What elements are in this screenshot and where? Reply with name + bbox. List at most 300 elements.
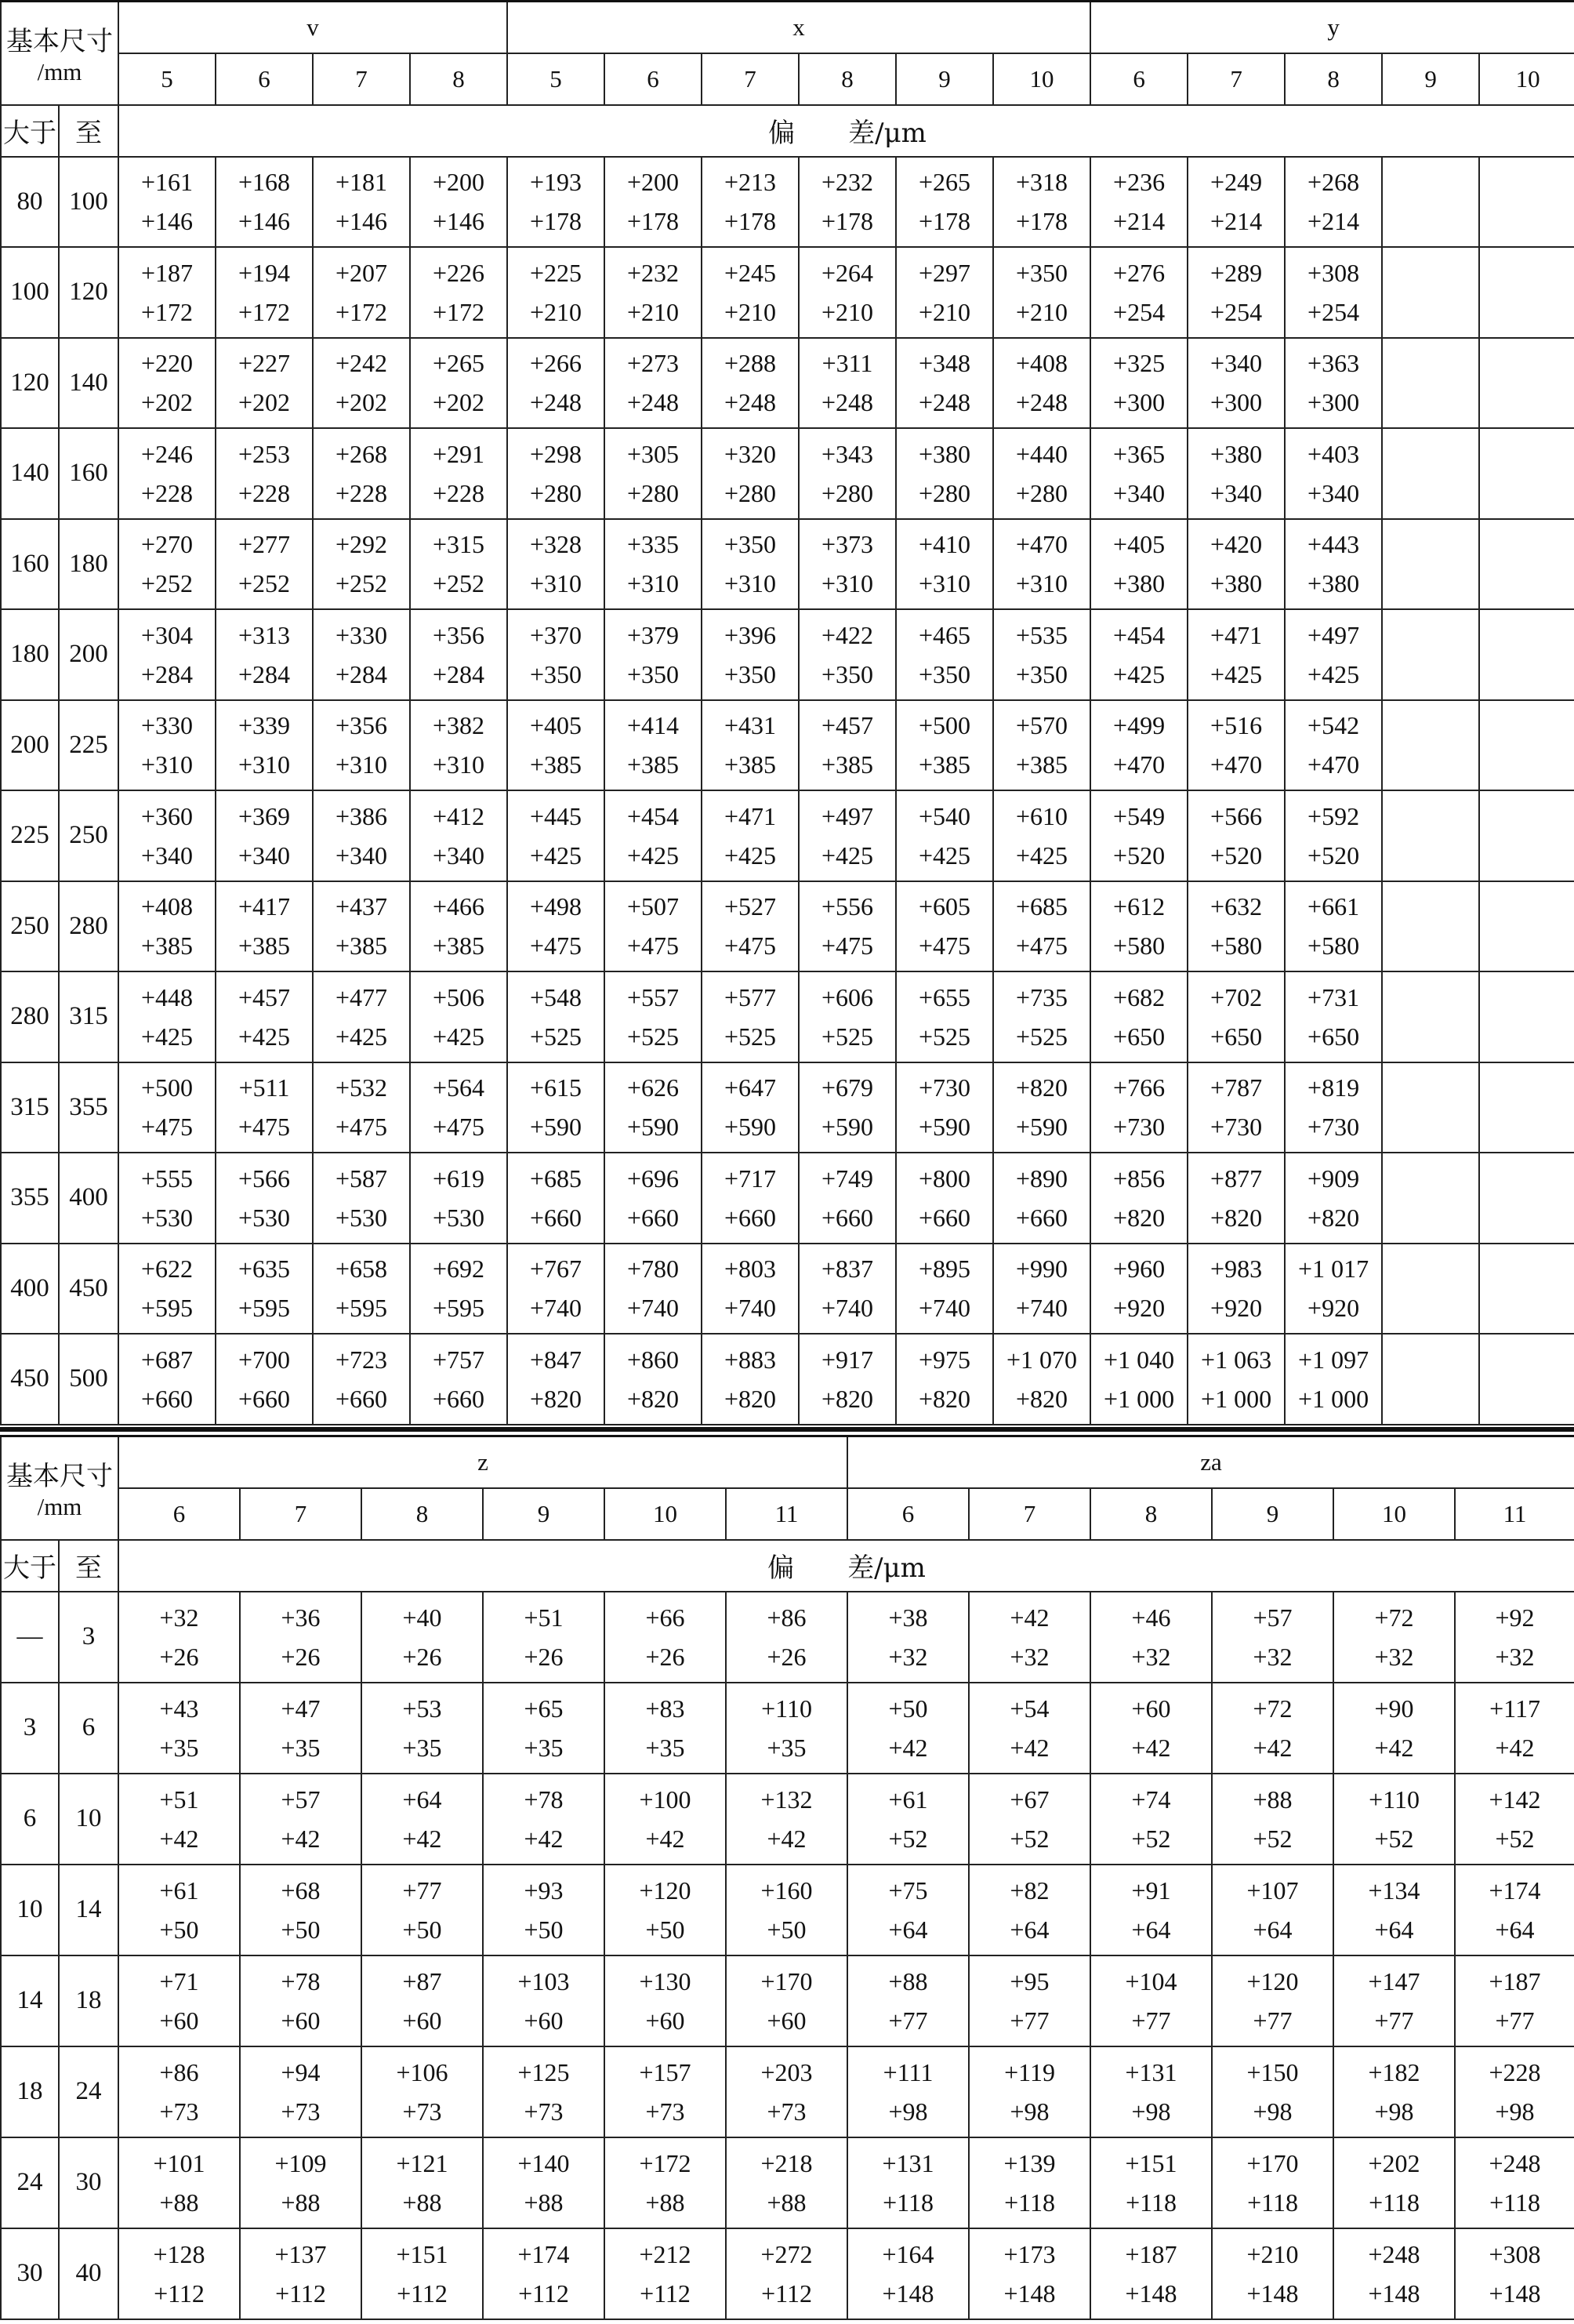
- lower-deviation: +248: [1016, 388, 1068, 417]
- upper-deviation: +54: [1010, 1694, 1050, 1723]
- deviation-cell: [410, 881, 507, 972]
- deviation-cell: [847, 1683, 969, 1774]
- upper-deviation: +498: [529, 892, 582, 921]
- deviation-cell: [896, 700, 993, 791]
- upper-deviation: +242: [335, 349, 388, 378]
- size-to-cell: 450: [59, 1244, 118, 1334]
- upper-deviation: +549: [1113, 801, 1166, 830]
- group-header-za: za: [847, 1436, 1574, 1488]
- upper-deviation: +661: [1307, 892, 1360, 921]
- deviation-cell: [604, 519, 702, 610]
- deviation-cell: [799, 971, 896, 1062]
- table-row: [1, 700, 1574, 791]
- deviation-cell: [507, 790, 604, 881]
- lower-deviation: +590: [626, 1113, 680, 1142]
- lower-deviation: +26: [402, 1642, 442, 1671]
- deviation-cell: [1479, 971, 1574, 1062]
- deviation-cell: [799, 1153, 896, 1244]
- deviation-cell: [313, 1062, 410, 1153]
- deviation-cell: [1285, 519, 1382, 610]
- deviation-header: 偏 差/μm: [118, 1540, 1574, 1592]
- lower-deviation: +310: [1016, 569, 1068, 598]
- deviation-cell: [702, 247, 799, 338]
- lower-deviation: +280: [821, 478, 874, 507]
- lower-deviation: +530: [432, 1203, 485, 1232]
- lower-deviation: +148: [882, 2279, 934, 2308]
- lower-deviation: +210: [724, 297, 777, 326]
- lower-deviation: +26: [767, 1642, 807, 1671]
- table-row: [1, 1592, 1574, 1683]
- upper-deviation: +440: [1016, 439, 1068, 468]
- lower-deviation: +740: [626, 1294, 680, 1323]
- lower-deviation: +525: [529, 1022, 582, 1051]
- upper-deviation: +142: [1489, 1785, 1541, 1814]
- upper-deviation: +315: [432, 530, 485, 559]
- deviation-cell: [1382, 428, 1479, 519]
- grade-header: 6: [847, 1488, 969, 1540]
- deviation-cell: [969, 2228, 1090, 2319]
- upper-deviation: +170: [760, 1966, 813, 1995]
- deviation-cell: [507, 1062, 604, 1153]
- upper-deviation: +556: [821, 892, 874, 921]
- lower-deviation: +340: [335, 841, 388, 870]
- size-over-cell: 80: [1, 157, 59, 248]
- deviation-cell: [1285, 1334, 1382, 1425]
- lower-deviation: +425: [432, 1022, 485, 1051]
- deviation-cell: [410, 157, 507, 248]
- upper-deviation: +723: [335, 1345, 388, 1374]
- deviation-cell: [604, 247, 702, 338]
- deviation-cell: [1479, 1062, 1574, 1153]
- lower-deviation: +475: [432, 1113, 485, 1142]
- deviation-cell: [702, 1244, 799, 1334]
- lower-deviation: +52: [1374, 1824, 1414, 1853]
- lower-deviation: +148: [1246, 2279, 1299, 2308]
- upper-deviation: +272: [760, 2239, 813, 2268]
- lower-deviation: +112: [397, 2279, 448, 2308]
- deviation-cell: [361, 2137, 483, 2228]
- upper-deviation: +93: [524, 1876, 564, 1905]
- deviation-cell: [896, 157, 993, 248]
- upper-deviation: +248: [1368, 2239, 1420, 2268]
- upper-deviation: +373: [821, 530, 874, 559]
- upper-deviation: +119: [1004, 2057, 1055, 2086]
- deviation-cell: [1212, 1774, 1333, 1865]
- lower-deviation: +310: [918, 569, 971, 598]
- lower-deviation: +310: [238, 750, 291, 779]
- upper-deviation: +109: [274, 2148, 327, 2177]
- upper-deviation: +95: [1010, 1966, 1050, 1995]
- deviation-cell: [604, 2137, 726, 2228]
- deviation-cell: [993, 700, 1090, 791]
- lower-deviation: +820: [1113, 1203, 1166, 1232]
- upper-deviation: +687: [140, 1345, 194, 1374]
- deviation-cell: [1188, 1334, 1285, 1425]
- upper-deviation: +111: [883, 2057, 934, 2086]
- upper-deviation: +147: [1368, 1966, 1420, 1995]
- upper-deviation: +420: [1210, 530, 1263, 559]
- upper-deviation: +379: [626, 620, 680, 649]
- lower-deviation: +730: [1210, 1113, 1263, 1142]
- lower-deviation: +60: [281, 2006, 321, 2035]
- deviation-cell: [896, 790, 993, 881]
- upper-deviation: +104: [1125, 1966, 1177, 1995]
- deviation-cell: [993, 1244, 1090, 1334]
- upper-deviation: +408: [1016, 349, 1068, 378]
- upper-deviation: +268: [1307, 168, 1360, 197]
- lower-deviation: +50: [281, 1915, 321, 1944]
- lower-deviation: +520: [1307, 841, 1360, 870]
- lower-deviation: +172: [238, 297, 291, 326]
- deviation-cell: [1090, 1334, 1188, 1425]
- upper-deviation: +527: [724, 892, 777, 921]
- deviation-cell: [896, 338, 993, 429]
- lower-deviation: +146: [432, 207, 485, 236]
- upper-deviation: +682: [1113, 982, 1166, 1011]
- deviation-cell: [1188, 519, 1285, 610]
- deviation-cell: [1455, 2137, 1574, 2228]
- lower-deviation: +148: [1489, 2279, 1541, 2308]
- upper-deviation: +975: [918, 1345, 971, 1374]
- deviation-cell: [1188, 428, 1285, 519]
- lower-deviation: +42: [159, 1824, 199, 1853]
- deviation-cell: [896, 428, 993, 519]
- deviation-cell: [216, 247, 313, 338]
- lower-deviation: +73: [645, 2097, 685, 2126]
- lower-deviation: +425: [1016, 841, 1068, 870]
- table-row: [1, 609, 1574, 700]
- lower-deviation: +64: [888, 1915, 928, 1944]
- upper-deviation: +277: [238, 530, 291, 559]
- lower-deviation: +98: [1253, 2097, 1293, 2126]
- deviation-cell: [1285, 1153, 1382, 1244]
- size-over-cell: 200: [1, 700, 59, 791]
- deviation-cell: [507, 971, 604, 1062]
- upper-deviation: +457: [821, 711, 874, 740]
- lower-deviation: +470: [1307, 750, 1360, 779]
- deviation-cell: [702, 157, 799, 248]
- upper-deviation: +960: [1113, 1255, 1166, 1284]
- grade-header: 10: [1479, 53, 1574, 105]
- upper-deviation: +218: [760, 2148, 813, 2177]
- deviation-cell: [1455, 1683, 1574, 1774]
- lower-deviation: +310: [529, 569, 582, 598]
- basic-size-label: 基本尺寸: [6, 1461, 113, 1493]
- upper-deviation: +356: [335, 711, 388, 740]
- upper-deviation: +500: [140, 1073, 194, 1102]
- lower-deviation: +660: [432, 1384, 485, 1413]
- deviation-cell: [507, 247, 604, 338]
- lower-deviation: +26: [524, 1642, 564, 1671]
- deviation-cell: [240, 1592, 361, 1683]
- lower-deviation: +60: [645, 2006, 685, 2035]
- lower-deviation: +1 000: [1201, 1384, 1272, 1413]
- upper-deviation: +313: [238, 620, 291, 649]
- upper-deviation: +164: [882, 2239, 934, 2268]
- upper-deviation: +847: [529, 1345, 582, 1374]
- lower-deviation: +50: [402, 1915, 442, 1944]
- size-to-cell: 14: [59, 1865, 118, 1955]
- lower-deviation: +425: [1210, 659, 1263, 688]
- size-over-cell: 14: [1, 1955, 59, 2046]
- lower-deviation: +385: [821, 750, 874, 779]
- upper-deviation: +212: [639, 2239, 691, 2268]
- upper-deviation: +120: [639, 1876, 691, 1905]
- upper-deviation: +38: [888, 1603, 928, 1632]
- upper-deviation: +330: [335, 620, 388, 649]
- upper-deviation: +437: [335, 892, 388, 921]
- upper-deviation: +685: [1016, 892, 1068, 921]
- deviation-cell: [118, 881, 216, 972]
- upper-deviation: +131: [1125, 2057, 1177, 2086]
- upper-deviation: +187: [1489, 1966, 1541, 1995]
- upper-deviation: +622: [140, 1255, 194, 1284]
- size-to-cell: 200: [59, 609, 118, 700]
- lower-deviation: +580: [1113, 931, 1166, 960]
- deviation-cell: [118, 1683, 240, 1774]
- deviation-cell: [1479, 338, 1574, 429]
- size-to-cell: 40: [59, 2228, 118, 2319]
- lower-deviation: +280: [918, 478, 971, 507]
- grade-header: 10: [993, 53, 1090, 105]
- table-body: [1, 2, 1574, 1425]
- upper-deviation: +470: [1016, 530, 1068, 559]
- upper-deviation: +226: [432, 258, 485, 287]
- deviation-cell: [118, 2137, 240, 2228]
- upper-deviation: +292: [335, 530, 388, 559]
- lower-deviation: +172: [432, 297, 485, 326]
- lower-deviation: +300: [1210, 388, 1263, 417]
- deviation-cell: [604, 609, 702, 700]
- deviation-cell: [216, 1062, 313, 1153]
- upper-deviation: +276: [1113, 258, 1166, 287]
- upper-deviation: +305: [626, 439, 680, 468]
- lower-deviation: +385: [626, 750, 680, 779]
- lower-deviation: +280: [724, 478, 777, 507]
- lower-deviation: +252: [140, 569, 194, 598]
- lower-deviation: +820: [821, 1384, 874, 1413]
- grade-header: 10: [1333, 1488, 1455, 1540]
- deviation-cell: [313, 519, 410, 610]
- deviation-cell: [1090, 1153, 1188, 1244]
- upper-deviation: +767: [529, 1255, 582, 1284]
- deviation-cell: [1479, 519, 1574, 610]
- lower-deviation: +340: [1307, 478, 1360, 507]
- deviation-cell: [240, 1955, 361, 2046]
- upper-deviation: +655: [918, 982, 971, 1011]
- lower-deviation: +740: [918, 1294, 971, 1323]
- deviation-cell: [726, 2046, 847, 2137]
- deviation-cell: [1090, 1865, 1212, 1955]
- deviation-cell: [216, 519, 313, 610]
- upper-deviation: +471: [724, 801, 777, 830]
- lower-deviation: +98: [1374, 2097, 1414, 2126]
- lower-deviation: +35: [281, 1733, 321, 1762]
- deviation-cell: [1188, 1153, 1285, 1244]
- size-to-cell: 6: [59, 1683, 118, 1774]
- deviation-cell: [1090, 2228, 1212, 2319]
- deviation-cell: [216, 338, 313, 429]
- deviation-cell: [799, 1244, 896, 1334]
- size-over-cell: 250: [1, 881, 59, 972]
- deviation-cell: [1455, 1955, 1574, 2046]
- deviation-cell: [726, 1592, 847, 1683]
- deviation-cell: [1285, 338, 1382, 429]
- deviation-cell: [1212, 1592, 1333, 1683]
- table-row: [1, 2228, 1574, 2319]
- upper-deviation: +160: [760, 1876, 813, 1905]
- lower-deviation: +590: [821, 1113, 874, 1142]
- upper-deviation: +60: [1131, 1694, 1171, 1723]
- lower-deviation: +52: [1131, 1824, 1171, 1853]
- deviation-cell: [993, 881, 1090, 972]
- deviation-cell: [216, 609, 313, 700]
- deviation-cell: [216, 1153, 313, 1244]
- lower-deviation: +340: [1113, 478, 1166, 507]
- over-header: 大于: [1, 1540, 59, 1592]
- lower-deviation: +340: [238, 841, 291, 870]
- deviation-cell: [118, 1955, 240, 2046]
- upper-deviation: +66: [645, 1603, 685, 1632]
- lower-deviation: +35: [402, 1733, 442, 1762]
- deviation-cell: [1382, 1062, 1479, 1153]
- lower-deviation: +32: [888, 1642, 928, 1671]
- deviation-cell: [604, 1683, 726, 1774]
- upper-deviation: +619: [432, 1164, 485, 1193]
- grade-header: 8: [1090, 1488, 1212, 1540]
- upper-deviation: +471: [1210, 620, 1263, 649]
- deviation-cell: [240, 2046, 361, 2137]
- upper-deviation: +405: [529, 711, 582, 740]
- deviation-cell: [216, 790, 313, 881]
- deviation-cell: [1285, 700, 1382, 791]
- deviation-cell: [993, 338, 1090, 429]
- upper-deviation: +780: [626, 1255, 680, 1284]
- deviation-cell: [240, 1865, 361, 1955]
- grade-header: 8: [410, 53, 507, 105]
- lower-deviation: +475: [918, 931, 971, 960]
- deviation-cell: [118, 1592, 240, 1683]
- upper-deviation: +40: [402, 1603, 442, 1632]
- upper-deviation: +245: [724, 258, 777, 287]
- upper-deviation: +883: [724, 1345, 777, 1374]
- deviation-cell: [216, 1334, 313, 1425]
- upper-deviation: +1 017: [1298, 1255, 1369, 1284]
- deviation-cell: [361, 1865, 483, 1955]
- lower-deviation: +112: [154, 2279, 205, 2308]
- upper-deviation: +210: [1246, 2239, 1299, 2268]
- deviation-cell: [118, 2228, 240, 2319]
- lower-deviation: +525: [626, 1022, 680, 1051]
- deviation-cell: [1382, 1334, 1479, 1425]
- upper-deviation: +137: [274, 2239, 327, 2268]
- lower-deviation: +385: [1016, 750, 1068, 779]
- upper-deviation: +308: [1307, 258, 1360, 287]
- lower-deviation: +385: [918, 750, 971, 779]
- deviation-cell: [993, 609, 1090, 700]
- deviation-cell: [1455, 2228, 1574, 2319]
- deviation-cell: [361, 1955, 483, 2046]
- upper-deviation: +983: [1210, 1255, 1263, 1284]
- deviation-cell: [1382, 609, 1479, 700]
- upper-deviation: +766: [1113, 1073, 1166, 1102]
- deviation-cell: [993, 790, 1090, 881]
- upper-deviation: +626: [626, 1073, 680, 1102]
- deviation-cell: [604, 1062, 702, 1153]
- deviation-cell: [896, 1062, 993, 1153]
- table-row: [1, 1244, 1574, 1334]
- deviation-cell: [896, 247, 993, 338]
- lower-deviation: +42: [281, 1824, 321, 1853]
- upper-deviation: +203: [760, 2057, 813, 2086]
- upper-deviation: +228: [1489, 2057, 1541, 2086]
- upper-deviation: +511: [238, 1073, 290, 1102]
- lower-deviation: +425: [1307, 659, 1360, 688]
- deviation-cell: [896, 971, 993, 1062]
- lower-deviation: +595: [140, 1294, 194, 1323]
- lower-deviation: +88: [767, 2188, 807, 2217]
- lower-deviation: +740: [821, 1294, 874, 1323]
- grade-header: 8: [1285, 53, 1382, 105]
- deviation-cell: [313, 700, 410, 791]
- deviation-cell: [313, 1153, 410, 1244]
- lower-deviation: +26: [159, 1642, 199, 1671]
- table-row: [1, 1153, 1574, 1244]
- lower-deviation: +580: [1307, 931, 1360, 960]
- lower-deviation: +475: [238, 1113, 291, 1142]
- deviation-cell: [799, 700, 896, 791]
- lower-deviation: +520: [1210, 841, 1263, 870]
- deviation-cell: [1382, 971, 1479, 1062]
- deviation-cell: [1479, 1153, 1574, 1244]
- upper-deviation: +692: [432, 1255, 485, 1284]
- deviation-cell: [216, 971, 313, 1062]
- lower-deviation: +148: [1003, 2279, 1056, 2308]
- deviation-cell: [1382, 881, 1479, 972]
- size-to-cell: 120: [59, 247, 118, 338]
- deviation-cell: [1333, 1683, 1455, 1774]
- deviation-cell: [799, 790, 896, 881]
- deviation-cell: [410, 700, 507, 791]
- upper-deviation: +635: [238, 1255, 291, 1284]
- upper-deviation: +516: [1210, 711, 1263, 740]
- table-row: [1, 519, 1574, 610]
- upper-deviation: +735: [1016, 982, 1068, 1011]
- lower-deviation: +595: [335, 1294, 388, 1323]
- upper-deviation: +370: [529, 620, 582, 649]
- lower-deviation: +148: [1368, 2279, 1420, 2308]
- table-row: [1, 157, 1574, 248]
- lower-deviation: +210: [821, 297, 874, 326]
- deviation-cell: [702, 1334, 799, 1425]
- deviation-cell: [361, 2228, 483, 2319]
- lower-deviation: +248: [821, 388, 874, 417]
- upper-deviation: +43: [159, 1694, 199, 1723]
- table-row: [1, 1062, 1574, 1153]
- upper-deviation: +68: [281, 1876, 321, 1905]
- deviation-cell: [604, 790, 702, 881]
- table-body: [1, 1436, 1574, 2319]
- deviation-cell: [313, 247, 410, 338]
- upper-deviation: +134: [1368, 1876, 1420, 1905]
- table-row: [1, 971, 1574, 1062]
- upper-deviation: +202: [1368, 2148, 1420, 2177]
- deviation-cell: [1090, 247, 1188, 338]
- deviation-cell: [507, 157, 604, 248]
- lower-deviation: +650: [1210, 1022, 1263, 1051]
- lower-deviation: +475: [626, 931, 680, 960]
- upper-deviation: +311: [821, 349, 873, 378]
